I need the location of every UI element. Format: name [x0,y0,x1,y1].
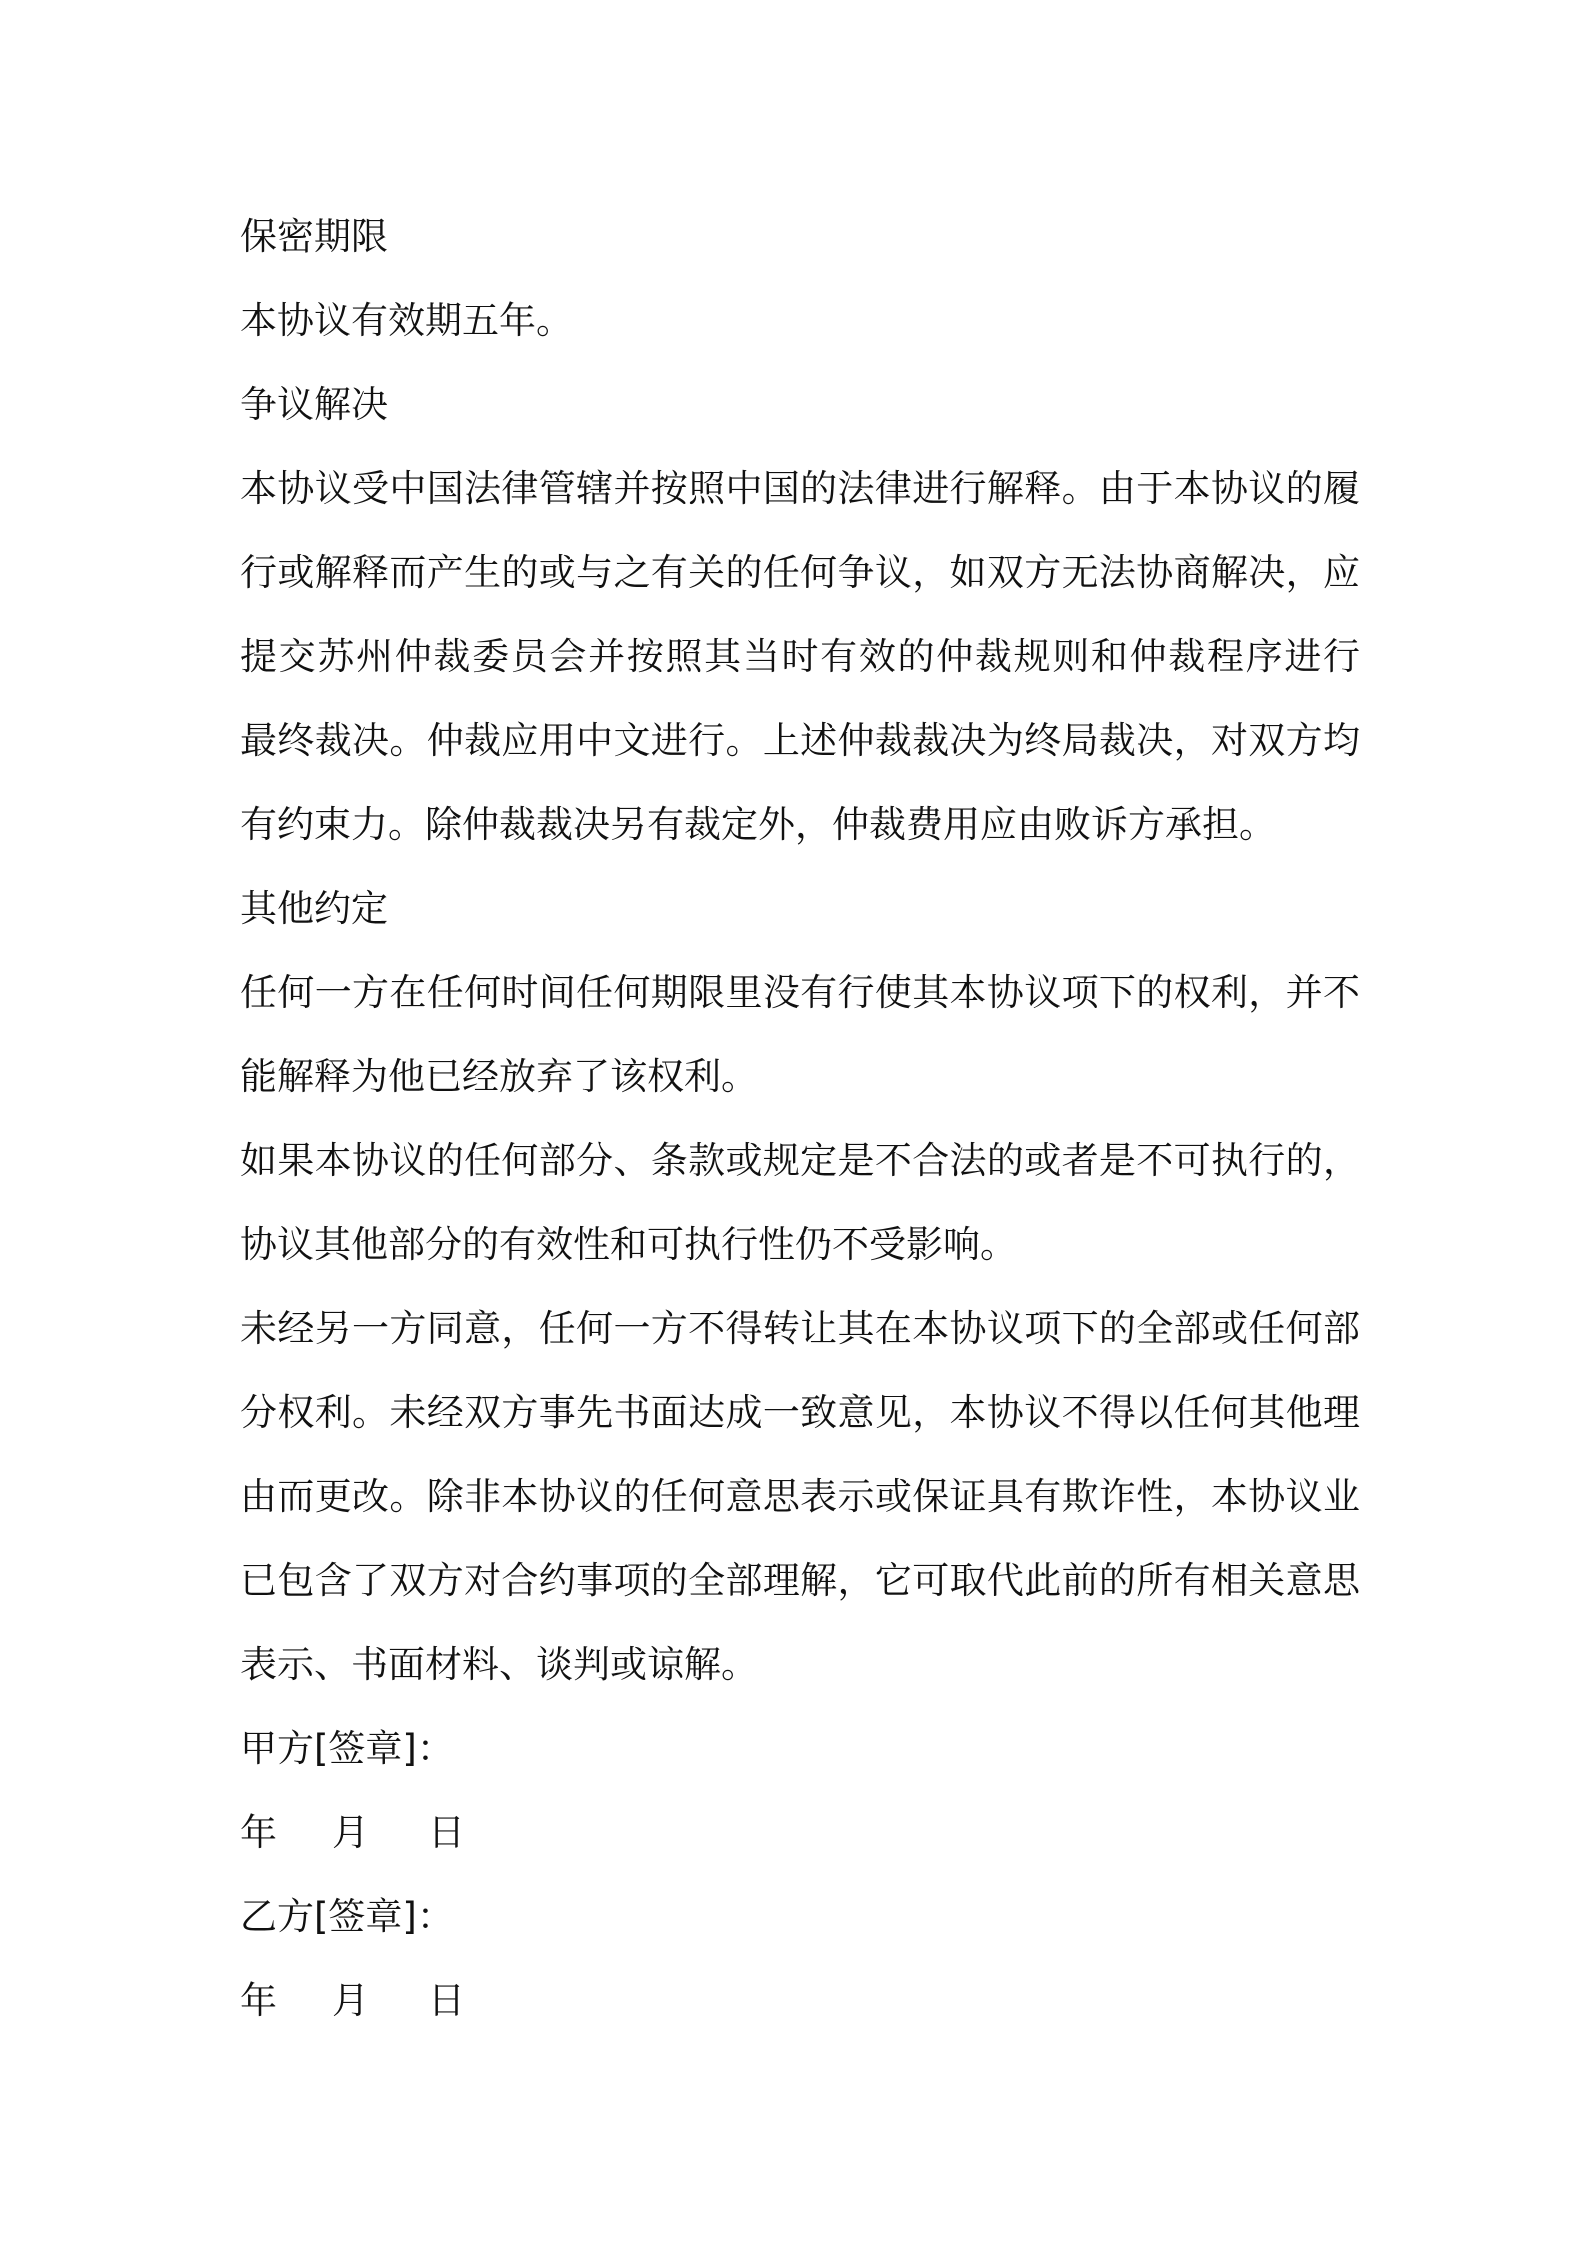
party-a-date-line [240,1791,1360,1875]
party-a-day-label: 日 [428,1811,465,1854]
other-provisions-para2-line: 协议其他部分的有效性和可执行性仍不受影响。 [240,1223,1017,1266]
party-b-signature-label: 乙方[签章]： [240,1895,454,1938]
other-provisions-para3-line: 未经另一方同意，任何一方不得转让其在本协议项下的全部或任何部 [240,1307,1360,1350]
other-provisions-para3-line: 由而更改。除非本协议的任何意思表示或保证具有欺诈性，本协议业 [240,1475,1360,1518]
other-provisions-para1-line: 能解释为他已经放弃了该权利。 [240,1055,758,1098]
dispute-resolution-line: 有约束力。除仲裁裁决另有裁定外，仲裁费用应由败诉方承担。 [240,803,1276,846]
confidentiality-term-text: 本协议有效期五年。 [240,299,573,342]
document-body [240,195,1360,2043]
dispute-resolution-line: 行或解释而产生的或与之有关的任何争议，如双方无法协商解决，应 [240,551,1360,594]
other-provisions-para3-line: 分权利。未经双方事先书面达成一致意见，本协议不得以任何其他理 [240,1391,1360,1434]
dispute-resolution-line: 本协议受中国法律管辖并按照中国的法律进行解释。由于本协议的履 [240,467,1360,510]
section-heading-dispute-resolution: 争议解决 [240,383,388,426]
other-provisions-para2-line: 如果本协议的任何部分、条款或规定是不合法的或者是不可执行的， [240,1139,1360,1182]
party-b-month-label: 月 [332,1979,369,2022]
section-heading-confidentiality-term: 保密期限 [240,215,388,258]
party-b-date-line [240,1959,1360,2043]
dispute-resolution-line: 最终裁决。仲裁应用中文进行。上述仲裁裁决为终局裁决，对双方均 [240,719,1360,762]
party-a-year-label: 年 [240,1811,277,1854]
party-a-month-label: 月 [332,1811,369,1854]
party-b-year-label: 年 [240,1979,277,2022]
other-provisions-para3-line: 表示、书面材料、谈判或谅解。 [240,1643,758,1686]
party-a-signature-label: 甲方[签章]： [240,1727,454,1770]
other-provisions-para1-line: 任何一方在任何时间任何期限里没有行使其本协议项下的权利，并不 [240,971,1360,1014]
dispute-resolution-line: 提交苏州仲裁委员会并按照其当时有效的仲裁规则和仲裁程序进行 [240,635,1360,678]
party-b-day-label: 日 [428,1979,465,2022]
other-provisions-para3-line: 已包含了双方对合约事项的全部理解，它可取代此前的所有相关意思 [240,1559,1360,1602]
section-heading-other-provisions: 其他约定 [240,887,388,930]
